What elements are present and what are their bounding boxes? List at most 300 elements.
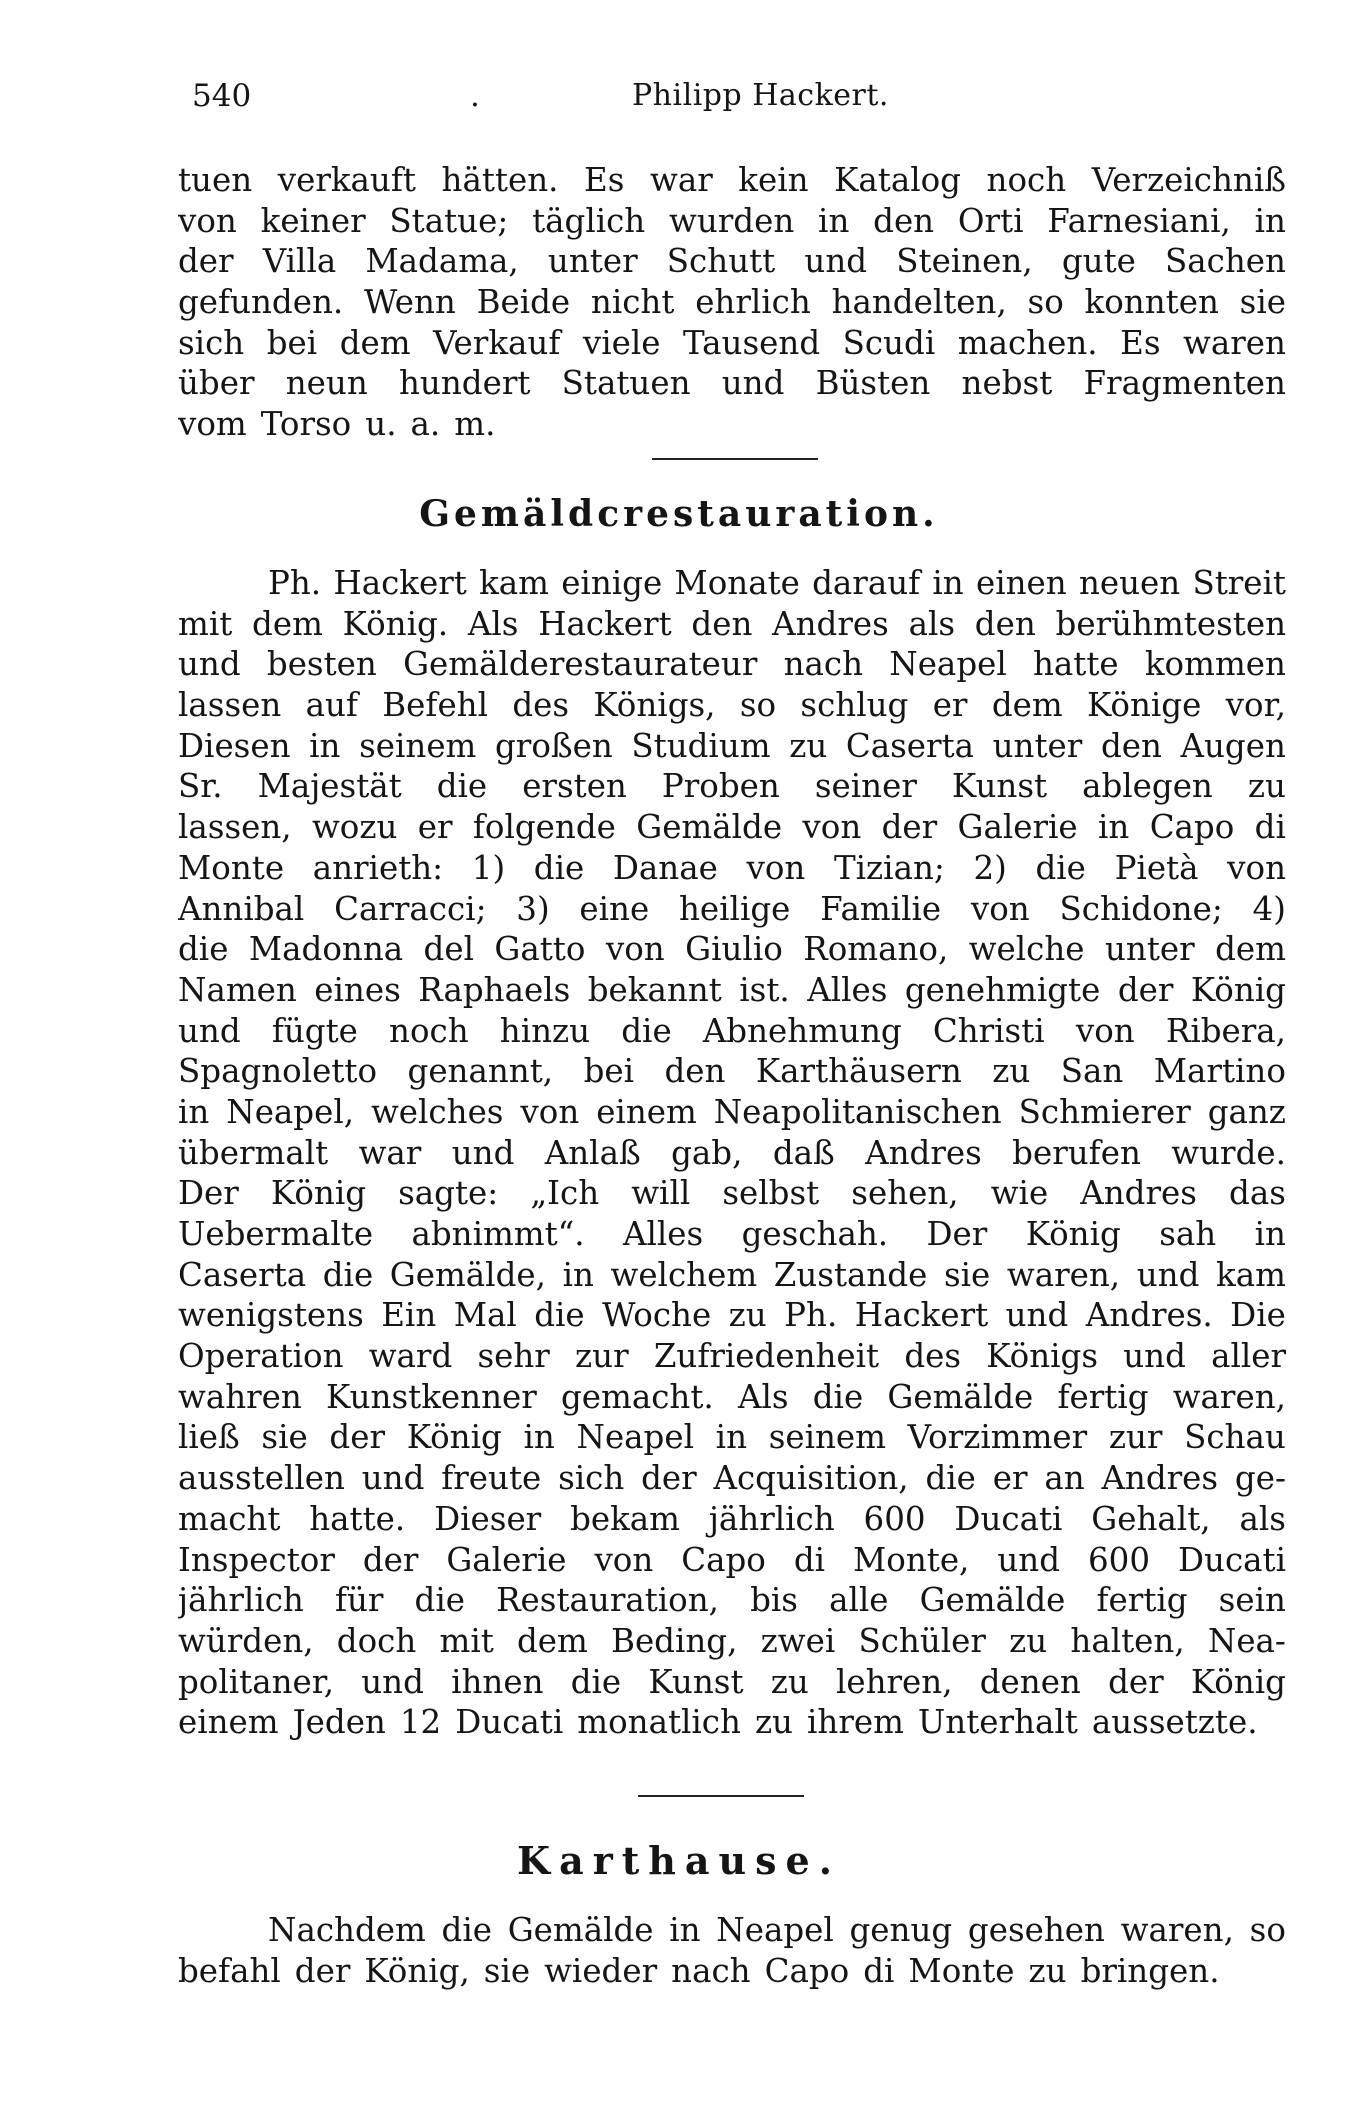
- word: Die: [1230, 1296, 1286, 1335]
- word: in: [818, 201, 850, 240]
- word: Gatto: [494, 930, 586, 969]
- word: Steinen,: [896, 242, 1033, 281]
- word: und: [1123, 1337, 1186, 1376]
- word: für: [334, 1581, 384, 1620]
- word: wurden: [669, 201, 795, 240]
- word: Abnehmung: [702, 1011, 902, 1050]
- word: neuen: [1078, 564, 1181, 602]
- word: Beding,: [611, 1621, 738, 1660]
- word: sich: [178, 323, 245, 362]
- word: Kunst: [648, 1662, 744, 1701]
- word: Alles: [623, 1215, 704, 1253]
- word: von: [594, 1540, 654, 1579]
- text-line: [178, 563, 1286, 604]
- word: kam: [479, 564, 549, 602]
- word: die: [178, 930, 229, 969]
- word: noch: [389, 1011, 469, 1050]
- word: Zufriedenheit: [653, 1337, 880, 1376]
- word: Der: [178, 1174, 239, 1213]
- word: Capo: [681, 1540, 766, 1579]
- word: Kunstkenner: [326, 1377, 537, 1416]
- word: eines: [314, 970, 401, 1009]
- word: Martino: [1153, 1052, 1286, 1091]
- word: gesehen: [967, 1911, 1105, 1949]
- word: wie: [990, 1174, 1049, 1213]
- word: als: [1239, 1499, 1286, 1538]
- word: vom: [178, 405, 247, 444]
- word: ersten: [522, 767, 627, 806]
- word: sehr: [477, 1337, 550, 1376]
- word: Könige: [1087, 686, 1202, 725]
- word: hatte.: [309, 1499, 406, 1538]
- word: welches: [370, 1092, 504, 1131]
- word: nebst: [961, 364, 1053, 403]
- word: die: [414, 1581, 465, 1620]
- word: lehren,: [835, 1662, 953, 1701]
- word: zur: [575, 1337, 629, 1376]
- word: Als: [467, 604, 519, 643]
- word: Tausend: [683, 323, 821, 362]
- word: doch: [336, 1621, 417, 1660]
- word: lassen: [178, 686, 282, 725]
- word: Statuen: [561, 364, 691, 403]
- word: macht: [178, 1499, 281, 1538]
- word: an: [1044, 1459, 1085, 1498]
- text-line: [178, 1092, 1286, 1133]
- word: wurde.: [1171, 1133, 1286, 1172]
- word: Andres: [1101, 1459, 1219, 1498]
- word: Monate: [674, 564, 800, 602]
- word: Es: [1120, 323, 1161, 362]
- word: waren: [1183, 323, 1286, 362]
- word: waren,: [1120, 1911, 1234, 1949]
- word: über: [178, 364, 255, 403]
- word: ge-: [1234, 1459, 1286, 1498]
- word: aller: [1211, 1337, 1286, 1376]
- text-line: [178, 1458, 1286, 1499]
- text-line: [178, 1377, 1286, 1418]
- word: in: [523, 1418, 555, 1457]
- word: und: [361, 1662, 424, 1701]
- word: Sachen: [1165, 242, 1286, 281]
- word: denen: [979, 1662, 1081, 1701]
- word: u.: [365, 405, 397, 444]
- word: Ein: [381, 1296, 437, 1335]
- word: freute: [441, 1459, 542, 1498]
- word: alle: [829, 1581, 889, 1620]
- paragraph-continuation: [178, 160, 1286, 445]
- word: und: [361, 1459, 425, 1498]
- word: Mal: [453, 1296, 517, 1335]
- word: übermalt: [178, 1133, 329, 1172]
- word: sie: [261, 1418, 308, 1457]
- word: fertig: [1057, 1377, 1149, 1416]
- word: Raphaels: [418, 970, 571, 1009]
- word: neun: [285, 364, 368, 403]
- word: waren,: [1172, 1377, 1286, 1416]
- word: so: [1027, 283, 1064, 322]
- word: als: [908, 604, 956, 643]
- word: Madama,: [365, 242, 519, 281]
- word: das: [1229, 1174, 1286, 1213]
- word: König: [1025, 1215, 1121, 1253]
- word: in: [562, 1255, 594, 1294]
- word: in: [715, 1418, 747, 1457]
- word: nach: [671, 1951, 751, 1990]
- text-line: [178, 282, 1286, 323]
- word: del: [423, 930, 474, 969]
- text-line: [178, 604, 1286, 645]
- word: Neapolitanischen: [713, 1092, 1002, 1131]
- word: unter: [547, 242, 638, 281]
- word: in: [178, 1092, 210, 1131]
- word: Proben: [661, 767, 780, 806]
- word: und: [1005, 1296, 1069, 1335]
- word: Neapel: [716, 1911, 834, 1949]
- word: kommen: [1144, 645, 1286, 684]
- word: die: [621, 1011, 672, 1050]
- text-line: [178, 1295, 1286, 1336]
- word: Ph.: [268, 564, 322, 602]
- text-line: [178, 970, 1286, 1011]
- word: er: [417, 808, 453, 847]
- word: er: [932, 686, 968, 725]
- word: berufen: [1012, 1133, 1141, 1172]
- word: unter: [992, 726, 1083, 765]
- word: der: [362, 1540, 419, 1579]
- word: Schüler: [858, 1621, 986, 1660]
- text-line: [178, 1173, 1286, 1214]
- word: Ph.: [784, 1296, 838, 1335]
- word: in: [1254, 1215, 1286, 1253]
- word: Torso: [260, 405, 352, 444]
- word: Galerie: [446, 1540, 567, 1579]
- word: zwei: [760, 1621, 836, 1660]
- text-line: [178, 1214, 1286, 1255]
- word: wahren: [178, 1377, 302, 1416]
- word: Sr.: [178, 767, 223, 806]
- word: aussetzte.: [1091, 1703, 1258, 1742]
- word: lassen,: [178, 808, 292, 847]
- word: Schmierer: [1018, 1092, 1191, 1131]
- word: Villa: [262, 242, 337, 281]
- word: genannt,: [407, 1052, 554, 1091]
- word: 2): [973, 848, 1007, 887]
- word: er: [992, 1459, 1028, 1498]
- word: ist.: [739, 970, 790, 1009]
- word: König: [406, 1418, 502, 1457]
- word: nicht: [590, 283, 675, 322]
- word: gefunden.: [178, 283, 344, 322]
- page-header: [0, 78, 1358, 118]
- word: abnimmt“.: [411, 1215, 585, 1253]
- word: Als: [737, 1377, 789, 1416]
- word: 1): [471, 848, 506, 887]
- word: Kunst: [951, 767, 1048, 806]
- word: zu: [1028, 1951, 1067, 1990]
- text-line: [178, 929, 1286, 970]
- word: in: [1098, 808, 1130, 847]
- word: bekannt: [587, 970, 722, 1009]
- word: ehrlich: [695, 283, 811, 322]
- word: zu: [1247, 767, 1286, 806]
- text-line: [178, 1702, 1286, 1743]
- word: Gemälde: [507, 1911, 654, 1949]
- word: von: [520, 1092, 580, 1131]
- word: gemacht.: [561, 1377, 714, 1416]
- text-line: [178, 685, 1286, 726]
- word: Unterhalt: [917, 1703, 1078, 1742]
- word: Fragmenten: [1083, 364, 1286, 403]
- word: Inspector: [178, 1540, 335, 1579]
- word: sie: [483, 1951, 531, 1990]
- word: di: [793, 1540, 826, 1579]
- word: Ducati: [1177, 1540, 1286, 1579]
- word: Nea-: [1207, 1621, 1286, 1660]
- word: jährlich: [708, 1499, 835, 1538]
- word: Spagnoletto: [178, 1052, 378, 1091]
- word: kein: [738, 161, 809, 199]
- word: von: [178, 201, 237, 240]
- word: zu: [789, 726, 828, 765]
- word: und: [451, 1133, 515, 1172]
- text-line: [178, 1499, 1286, 1540]
- word: Farnesiani,: [1047, 201, 1231, 240]
- word: Capo: [764, 1951, 850, 1990]
- word: so: [739, 686, 777, 725]
- word: der: [329, 1418, 385, 1457]
- word: Königs: [986, 1337, 1099, 1376]
- word: die: [441, 1911, 492, 1949]
- running-title: Philipp Hackert.: [632, 78, 889, 113]
- text-line: [178, 726, 1286, 767]
- word: bei: [583, 1052, 635, 1091]
- word: viele: [582, 323, 661, 362]
- word: des: [512, 686, 570, 725]
- word: unter: [1104, 930, 1195, 969]
- word: König: [270, 1174, 367, 1213]
- word: Monte,: [852, 1540, 970, 1579]
- word: ablegen: [1082, 767, 1213, 806]
- word: Uebermalte: [178, 1215, 374, 1253]
- section-divider: [652, 458, 818, 460]
- word: Namen: [178, 970, 297, 1009]
- word: tuen: [178, 161, 253, 199]
- word: a.: [410, 405, 441, 444]
- word: Danae: [612, 848, 718, 887]
- page-number: 540: [192, 78, 252, 114]
- word: 4): [1252, 889, 1286, 928]
- word: genehmigte: [904, 970, 1101, 1009]
- text-line: [178, 848, 1286, 889]
- word: in: [1254, 201, 1286, 240]
- word: und: [178, 1011, 241, 1050]
- word: Caserta: [845, 726, 975, 765]
- text-line: [178, 1417, 1286, 1458]
- word: dem: [991, 686, 1063, 725]
- word: nach: [783, 645, 864, 684]
- word: jährlich: [178, 1581, 304, 1620]
- word: ließ: [178, 1418, 240, 1457]
- text-line: [178, 1621, 1286, 1662]
- word: befahl: [178, 1951, 281, 1990]
- word: sehen,: [851, 1174, 959, 1213]
- section-heading-restoration: Gemäldcrestauration.: [419, 493, 939, 535]
- word: Giulio: [685, 930, 783, 969]
- text-line: [178, 1255, 1286, 1296]
- word: Zustande: [773, 1255, 928, 1294]
- word: der: [294, 1951, 351, 1990]
- word: der: [1117, 970, 1174, 1009]
- word: die: [436, 767, 488, 806]
- text-line: [178, 1951, 1286, 1992]
- word: täglich: [532, 201, 646, 240]
- word: seinem: [359, 726, 477, 765]
- word: die: [322, 1255, 374, 1294]
- word: Schutt: [666, 242, 776, 281]
- word: genug: [849, 1911, 953, 1949]
- word: ihnen: [451, 1662, 544, 1701]
- word: Gemälderestaurateur: [403, 645, 758, 684]
- word: der: [1108, 1662, 1164, 1701]
- word: und: [178, 645, 241, 684]
- word: di: [1254, 808, 1286, 847]
- word: zu: [754, 1703, 793, 1742]
- word: 12: [399, 1703, 442, 1742]
- word: waren,: [1006, 1255, 1121, 1294]
- word: von: [802, 808, 862, 847]
- word: der: [881, 808, 938, 847]
- word: die: [570, 1662, 622, 1701]
- word: m.: [454, 405, 496, 444]
- word: sie: [1239, 283, 1286, 322]
- word: Andres.: [1085, 1296, 1213, 1335]
- word: Madonna: [248, 930, 404, 969]
- word: sagte:: [398, 1174, 499, 1213]
- word: Carracci;: [334, 889, 487, 928]
- word: Tizian;: [833, 848, 945, 887]
- word: ihrem: [807, 1703, 904, 1742]
- word: Capo: [1149, 808, 1235, 847]
- word: Schau: [1184, 1418, 1286, 1457]
- text-line: [178, 1051, 1286, 1092]
- word: von: [1075, 1011, 1135, 1050]
- text-line: [178, 1336, 1286, 1377]
- word: Restauration,: [496, 1581, 720, 1620]
- word: welche: [968, 930, 1085, 969]
- word: gute: [1061, 242, 1136, 281]
- word: Büsten: [815, 364, 931, 403]
- word: dem: [1215, 930, 1286, 969]
- word: fügte: [271, 1011, 358, 1050]
- word: Königs,: [593, 686, 716, 725]
- word: zur: [1108, 1418, 1163, 1457]
- word: Diesen: [178, 726, 291, 765]
- word: den: [974, 604, 1036, 643]
- word: König,: [364, 1951, 470, 1990]
- word: die: [533, 848, 585, 887]
- word: Andres: [865, 1133, 982, 1172]
- word: Romano,: [803, 930, 949, 969]
- word: seiner: [814, 767, 917, 806]
- word: Caserta: [178, 1255, 307, 1294]
- word: König.: [342, 604, 449, 643]
- word: hatte: [1032, 645, 1119, 684]
- word: war: [650, 161, 713, 199]
- word: handelten,: [831, 283, 1007, 322]
- word: di: [863, 1951, 895, 1990]
- word: Studium: [631, 726, 771, 765]
- word: den: [1100, 726, 1162, 765]
- word: ward: [368, 1337, 453, 1376]
- word: Pietà: [1114, 848, 1199, 887]
- word: Andres: [1080, 1174, 1197, 1213]
- word: Ducati: [455, 1703, 564, 1742]
- word: zu: [728, 1296, 767, 1335]
- word: besten: [266, 645, 377, 684]
- word: gab,: [671, 1133, 743, 1172]
- text-line: [178, 807, 1286, 848]
- word: Hackert: [854, 1296, 989, 1335]
- word: Karthäusern: [755, 1052, 962, 1091]
- word: hundert: [398, 364, 531, 403]
- paragraph-karthause: [178, 1910, 1286, 1991]
- text-line: [178, 363, 1286, 404]
- word: in: [669, 1911, 701, 1949]
- word: die: [1035, 848, 1086, 887]
- word: San: [1060, 1052, 1124, 1091]
- word: geschah.: [741, 1215, 889, 1253]
- word: selbst: [722, 1174, 820, 1213]
- word: Gehalt,: [1091, 1499, 1211, 1538]
- word: von: [746, 848, 806, 887]
- header-dot: .: [470, 78, 480, 114]
- word: noch: [986, 161, 1067, 199]
- word: Acquisition,: [713, 1459, 909, 1498]
- word: Verkauf: [433, 323, 561, 362]
- word: Orti: [957, 201, 1024, 240]
- word: bis: [750, 1581, 798, 1620]
- word: Hackert: [538, 604, 672, 643]
- word: Majestät: [257, 767, 402, 806]
- word: Ducati: [954, 1499, 1063, 1538]
- word: bringen.: [1080, 1951, 1220, 1990]
- word: Vorzimmer: [907, 1418, 1088, 1457]
- word: anrieth:: [312, 848, 444, 887]
- word: bekam: [570, 1499, 680, 1538]
- paragraph-restoration: [178, 563, 1286, 1743]
- word: kam: [1216, 1255, 1286, 1294]
- word: dem: [339, 323, 411, 362]
- word: und: [997, 1540, 1061, 1579]
- word: heilige: [678, 889, 791, 928]
- word: der: [641, 1459, 697, 1498]
- word: wenigstens: [178, 1296, 364, 1335]
- word: Verzeichniß: [1091, 161, 1286, 199]
- word: vor,: [1225, 686, 1286, 725]
- word: großen: [494, 726, 613, 765]
- word: halten,: [1070, 1621, 1185, 1660]
- text-line: [178, 241, 1286, 282]
- word: die: [812, 1377, 864, 1416]
- word: Der: [926, 1215, 988, 1253]
- word: welchem: [610, 1255, 758, 1294]
- word: den: [873, 201, 935, 240]
- section-heading-karthause: Karthause.: [517, 1838, 841, 1883]
- word: monatlich: [577, 1703, 741, 1742]
- word: Andres: [772, 604, 889, 643]
- text-line: [178, 644, 1286, 685]
